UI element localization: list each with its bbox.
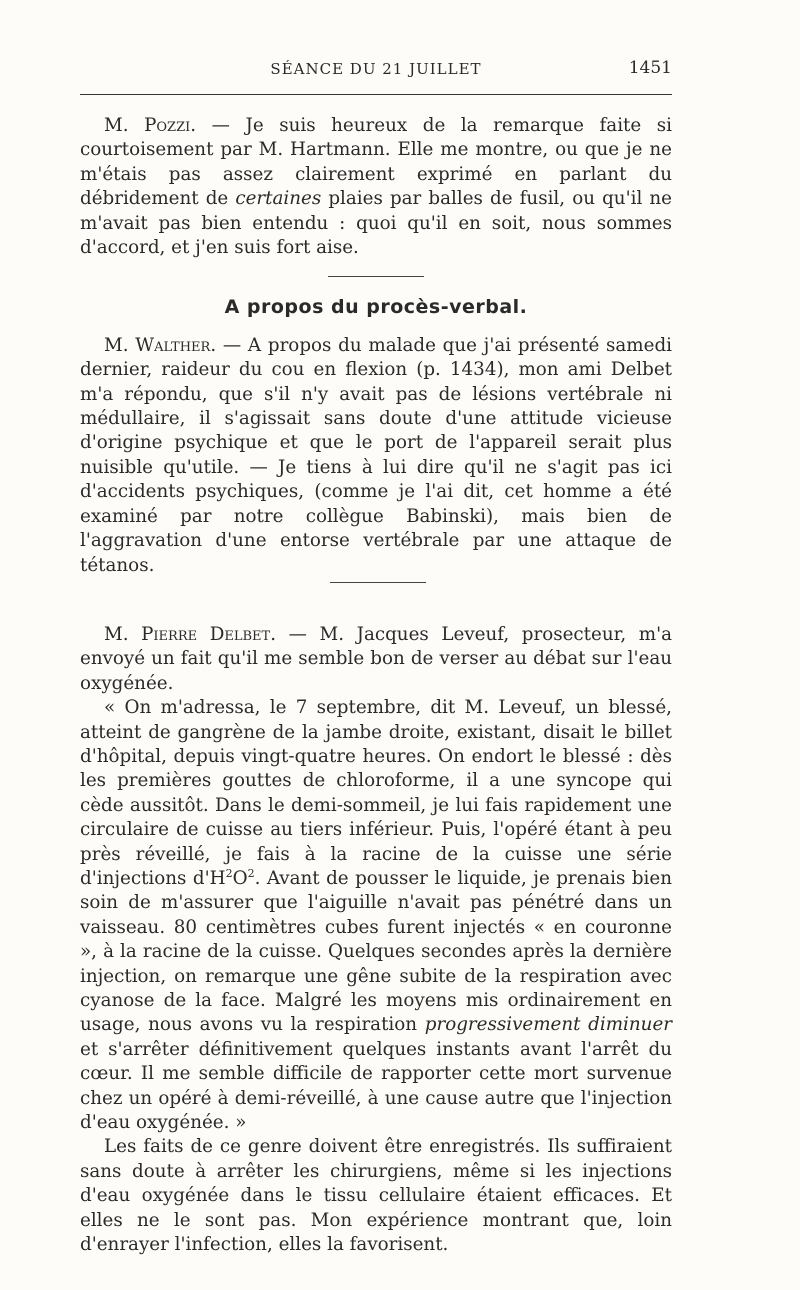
section-title: A propos du procès-verbal. <box>224 296 528 319</box>
speaker-name: M. Pierre Delbet. <box>104 623 277 645</box>
paragraph-leveuf-quote: « On m'adressa, le 7 septembre, dit M. Leveuf, un blessé, atteint de gangrène de la jambe droite, existant, disait le billet d'hôpital, depuis vingt-quatre heures. On endort le blessé : dès les premières gouttes de chloroforme, il a une syncope qui cède aussitôt. Dans le demi-sommeil, je lui fais rapidement une circulaire de cuisse au tiers inférieur. Puis, l'opéré étant à peu près réveillé, je fais à la racine de la cuisse une série d'injections $d'H^2O^2$. Avant de pousser le liquide, je prenais bien soin de m'assurer que l'aiguille n'avait pas pénétré dans un vaisseau. 80 centimètres cubes furent injectés « en couronne », à la racine de la cuisse. Quelques secondes après la dernière injection, on remarque une gêne subite de la respiration avec cyanose de la face. Malgré les moyens mis ordinairement en usage, nous avons vu la respiration progressivement diminuer et s'arrêter définitivement quelques instants avant l'arrêt du cœur. Il me semble difficile de rapporter cette mort survenue chez un opéré à demi-réveillé, à une cause autre que l'injection d'eau oxygénée. » <box>80 697 673 1134</box>
page-body <box>80 114 672 1257</box>
speaker-name: M. Pozzi. <box>104 115 197 136</box>
emphasis: progressivement diminuer <box>424 1014 673 1036</box>
running-header <box>80 52 672 82</box>
section-divider <box>328 276 424 277</box>
paragraph-delbet: M. Pierre Delbet. — M. Jacques Leveuf, prosecteur, m'a envoyé un fait qu'il me semble bon de verser au débat sur l'eau oxygénée. <box>80 623 672 694</box>
paragraph-pozzi: M. Pozzi. — Je suis heureux de la remarque faite si courtoisement par M. Hartmann. Elle me montre, ou que je ne m'étais pas assez clairement exprimé en parlant du débridement de certaines plaies par balles de fusil, ou qu'il ne m'avait pas bien entendu : quoi qu'il en soit, nous sommes d'accord, et j'en suis fort aise. <box>80 115 673 259</box>
emphasis: certaines <box>235 188 322 210</box>
section-divider <box>330 582 426 583</box>
paragraph-walther: M. Walther. — A propos du malade que j'ai présenté samedi dernier, raideur du cou en flexion (p. 1434), mon ami Delbet m'a répondu, que s'il n'y avait pas de lésions vertébrale ni médullaire, il s'agissait sans doute d'une attitude vicieuse d'origine psychique et que le port de l'appareil serait plus nuisible qu'utile. — Je tiens à lui dire qu'il ne s'agit pas ici d'accidents psychiques, (comme je l'ai dit, cet homme a été examiné par notre collègue Babinski), mais bien de l'aggravation d'une entorse vertébrale par une attaque de tétanos. <box>80 334 672 576</box>
page-number: 1451 <box>628 58 672 78</box>
speaker-name: M. Walther. <box>104 334 217 356</box>
header-rule <box>80 94 672 95</box>
paragraph-conclusion: Les faits de ce genre doivent être enregistrés. Ils suffiraient sans doute à arrêter les chirurgiens, même si les injections d'eau oxygénée dans le tissu cellulaire étaient efficaces. Et elles ne le sont pas. Mon expérience montrant que, loin d'enrayer l'infection, elles la favorisent. <box>80 1136 672 1256</box>
header-title: SÉANCE DU 21 JUILLET <box>270 60 482 78</box>
page <box>80 52 672 1257</box>
